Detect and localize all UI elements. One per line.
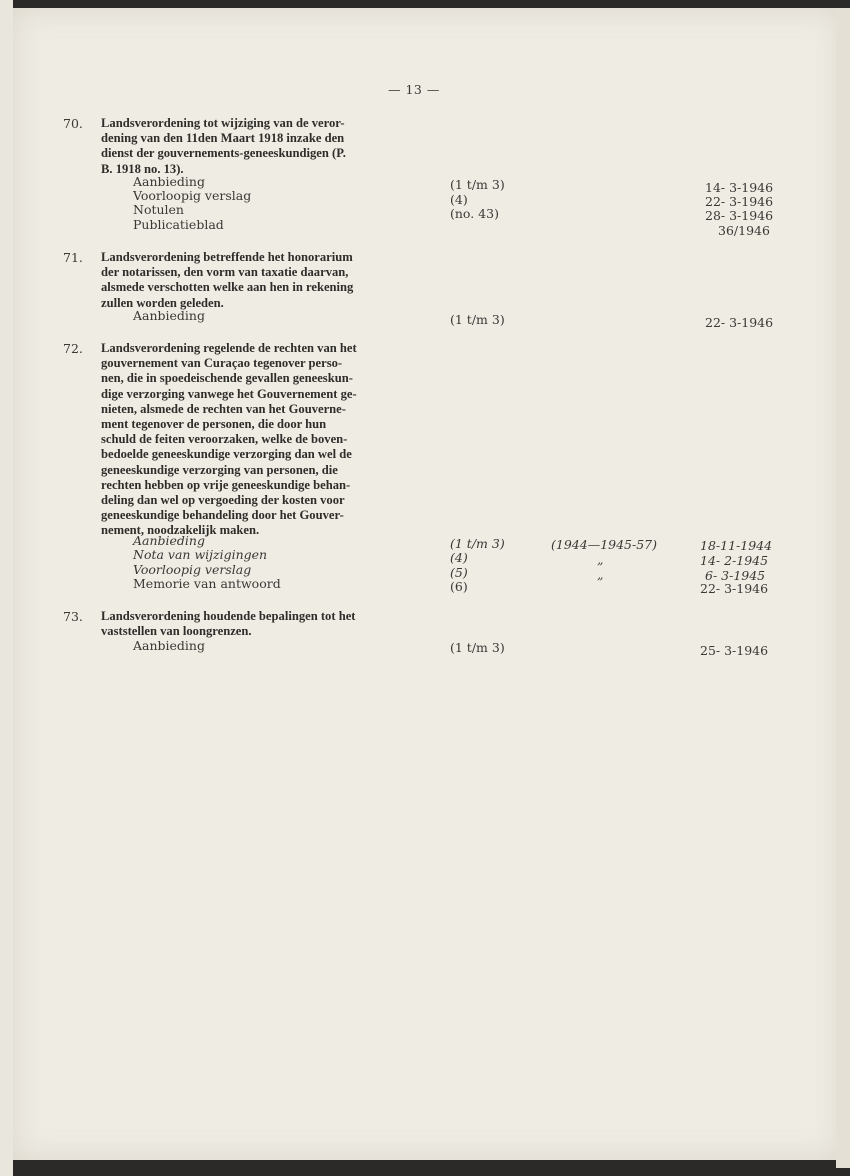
title-line: Landsverordening betreffende het honorarium: [101, 250, 353, 264]
item-date: 22- 3-1946: [700, 581, 769, 596]
title-line: dienst der gouvernements-geneeskundigen (P.: [101, 146, 346, 161]
entry-title: [101, 341, 431, 539]
item-ref: (1 t/m 3): [450, 312, 505, 327]
entry-number: 70.: [63, 116, 83, 131]
item-label: Nota van wijzigingen: [133, 547, 268, 562]
item-label: Aanbieding: [133, 308, 205, 323]
item-ref: (4): [450, 192, 468, 207]
item-extra: „: [597, 552, 604, 567]
title-line: bedoelde geneeskundige verzorging dan wel de: [101, 447, 352, 462]
page-number: — 13 —: [388, 82, 440, 97]
title-line: gouvernement van Curaçao tegenover perso-: [101, 356, 343, 371]
item-label: Voorloopig verslag: [133, 562, 252, 577]
title-line: Landsverordening houdende bepalingen tot het: [101, 609, 356, 623]
entry-number: 71.: [63, 250, 83, 265]
item-label: Memorie van antwoord: [133, 576, 281, 591]
title-line: nement, noodzakelijk maken.: [101, 523, 260, 538]
item-date: 25- 3-1946: [700, 643, 769, 658]
title-line: vaststellen van loongrenzen.: [101, 624, 252, 639]
item-date: 18-11-1944: [700, 538, 773, 553]
item-ref: (no. 43): [450, 206, 499, 221]
item-date: 22- 3-1946: [705, 315, 774, 330]
item-label: Aanbieding: [133, 638, 205, 653]
item-label: Notulen: [133, 202, 184, 217]
item-date: 14- 3-1946: [705, 180, 774, 195]
item-date: 14- 2-1945: [700, 553, 769, 568]
entry-title: [101, 609, 431, 639]
item-ref: (4): [450, 550, 468, 565]
entry-number: 73.: [63, 609, 83, 624]
title-line: Landsverordening regelende de rechten van het: [101, 341, 357, 355]
title-line: nieten, alsmede de rechten van het Gouverne-: [101, 401, 346, 416]
title-line: B. 1918 no. 13).: [101, 161, 184, 176]
entry-number: 72.: [63, 341, 83, 356]
item-ref: (5): [450, 565, 468, 580]
item-extra: „: [597, 567, 604, 582]
item-date: 28- 3-1946: [705, 208, 774, 223]
item-ref: (1 t/m 3): [450, 640, 505, 655]
item-date: 22- 3-1946: [705, 194, 774, 209]
item-label: Aanbieding: [133, 533, 205, 548]
title-line: zullen worden geleden.: [101, 295, 224, 310]
page-left-edge: [0, 0, 13, 1176]
title-line: alsmede verschotten welke aan hen in rekening: [101, 280, 354, 295]
item-extra: (1944—1945-57): [551, 537, 658, 552]
title-line: deling dan wel op vergoeding der kosten voor: [101, 493, 345, 508]
page-right-edge: [836, 8, 850, 1168]
item-label: Publicatieblad: [133, 217, 224, 232]
title-line: Landsverordening tot wijziging van de veror-: [101, 116, 345, 130]
item-ref: (6): [450, 579, 468, 594]
title-line: geneeskundige behandeling door het Gouver-: [101, 508, 344, 523]
title-line: dige verzorging vanwege het Gouvernement ge-: [101, 386, 357, 401]
item-label: Voorloopig verslag: [133, 188, 252, 203]
title-line: ment tegenover de personen, die door hun: [101, 417, 327, 432]
title-line: geneeskundige verzorging van personen, die: [101, 462, 338, 477]
title-line: rechten hebben op vrije geneeskundige behan-: [101, 477, 351, 492]
item-label: Aanbieding: [133, 174, 205, 189]
item-ref: (1 t/m 3): [450, 536, 505, 551]
item-date: 6- 3-1945: [705, 568, 766, 583]
item-date: 36/1946: [718, 223, 770, 238]
entry-title: [101, 250, 431, 311]
item-ref: (1 t/m 3): [450, 177, 505, 192]
title-line: nen, die in spoedeischende gevallen geneeskun-: [101, 371, 353, 386]
title-line: schuld de feiten veroorzaken, welke de boven-: [101, 432, 348, 447]
title-line: dening van den 11den Maart 1918 inzake den: [101, 131, 345, 146]
entry-title: [101, 116, 431, 177]
title-line: der notarissen, den vorm van taxatie daarvan,: [101, 265, 349, 280]
